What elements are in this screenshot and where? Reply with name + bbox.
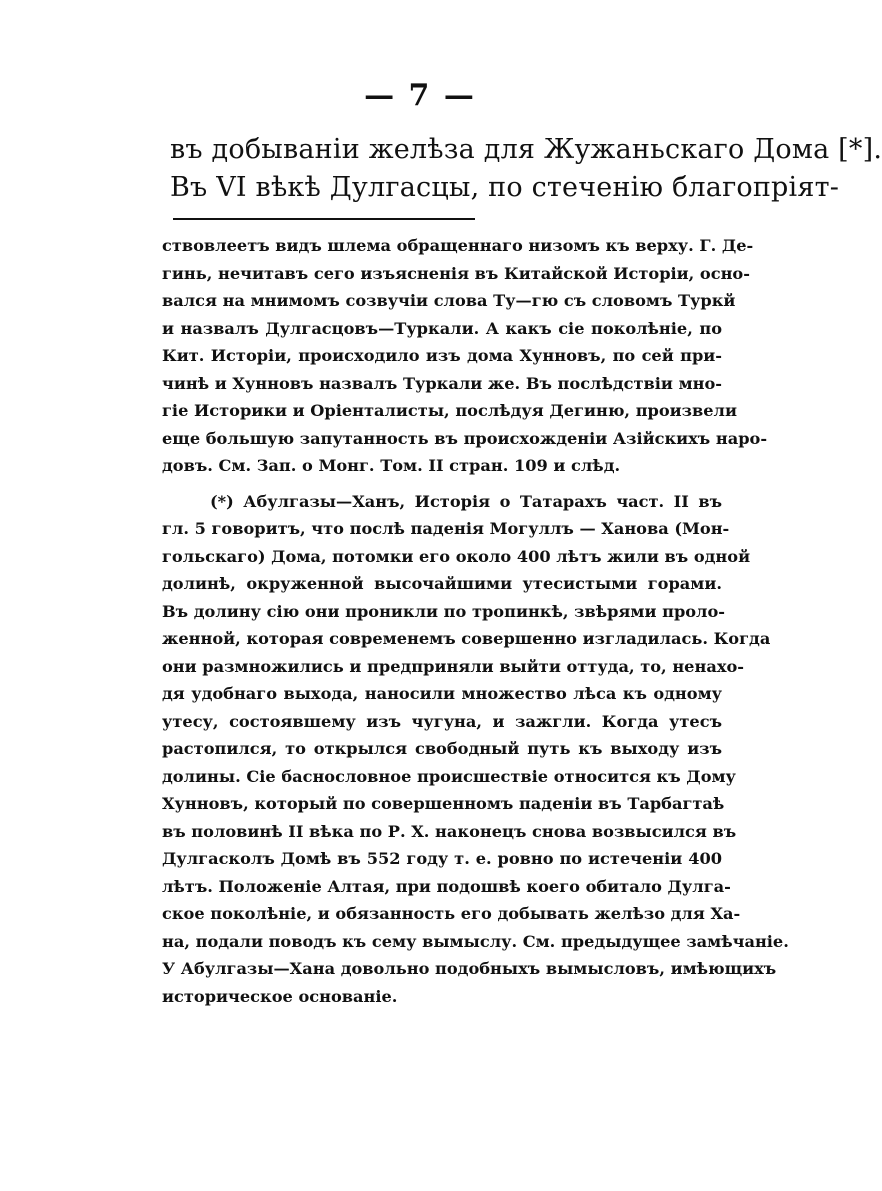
footnote-line: утесу, состоявшему изъ чугуна, и зажгли. Когда утесъ (162, 711, 722, 731)
footnotes-block (162, 232, 789, 1010)
footnote-line: ское поколѣніе, и обязанность его добывать желѣзо для Ха- (162, 904, 741, 923)
footnote-line: чинѣ и Хунновъ назвалъ Туркали же. Въ послѣдствіи мно- (162, 373, 722, 393)
footnote-line: долины. Сіе баснословное происшествіе относится къ Дому (162, 766, 736, 786)
footnote-line: гіе Историки и Оріенталисты, послѣдуя Дегиню, произвели (162, 401, 737, 420)
footnote-line: на, подали поводъ къ сему вымыслу. См. предыдущее замѣчаніе. (162, 931, 789, 951)
page-number: — 7 — (364, 78, 476, 113)
footnote-line: историческое основаніе. (162, 986, 398, 1006)
footnote-line: гольскаго) Дома, потомки его около 400 лѣтъ жили въ одной (162, 546, 751, 566)
footnote-line: еще большую запутанность въ происхожденіи Азійскихъ наро- (162, 428, 768, 448)
footnote-line: Хунновъ, который по совершенномъ паденіи въ Тарбагтаѣ (162, 794, 725, 813)
footnote-continued (162, 232, 768, 480)
footnote-line: гинь, нечитавъ сего изъясненія въ Китайской Исторіи, осно- (162, 263, 750, 283)
footnote-line: (*) Абулгазы—Ханъ, Исторія о Татарахъ част. II въ (210, 491, 722, 511)
main-text-line-1: въ добываніи желѣза для Жужаньскаго Дома [*]. (170, 134, 882, 165)
footnote-line: Въ долину сію они проникли по тропинкѣ, звѣрями проло- (162, 601, 725, 621)
footnote-line: растопился, то открылся свободный путь къ выходу изъ (162, 739, 722, 758)
footnote-line: лѣтъ. Положеніе Алтая, при подошвѣ коего обитало Дулга- (162, 876, 731, 896)
footnote-line: женной, которая современемъ совершенно изгладилась. Когда (162, 629, 771, 648)
footnote-line: гл. 5 говоритъ, что послѣ паденія Могуллъ — Ханова (Мон- (162, 519, 730, 538)
footnote-line: дя удобнаго выхода, наносили множество лѣса къ одному (162, 684, 722, 703)
footnote-divider (173, 218, 475, 220)
footnote-line: и назвалъ Дулгасцовъ—Туркали. А какъ сіе поколѣніе, по (162, 318, 722, 338)
footnote-line: У Абулгазы—Хана довольно подобныхъ вымысловъ, имѣющихъ (162, 959, 777, 978)
footnote-line: ствовлеетъ видъ шлема обращеннаго низомъ къ верху. Г. Де- (162, 236, 754, 255)
footnote-line: довъ. См. Зап. о Монг. Том. II стран. 109 и слѣд. (162, 456, 621, 475)
main-text-line-2: Въ VI вѣкѣ Дулгасцы, по стеченію благопріят- (170, 172, 840, 203)
footnote-line: Кит. Исторіи, происходило изъ дома Хунновъ, по сей при- (162, 346, 722, 365)
footnote-star (162, 488, 789, 1011)
footnote-line: вался на мнимомъ созвучіи слова Ту—гю съ словомъ Туркй (162, 291, 736, 310)
footnote-line: долинѣ, окруженной высочайшими утесистыми горами. (162, 574, 722, 593)
footnote-gap (162, 480, 722, 488)
footnote-line: они размножились и предприняли выйти оттуда, то, ненахо- (162, 656, 744, 676)
footnote-line: въ половинѣ II вѣка по Р. Х. наконецъ снова возвысился въ (162, 821, 737, 841)
footnote-line: Дулгасколъ Домѣ въ 552 году т. е. ровно по истеченіи 400 (162, 849, 722, 868)
